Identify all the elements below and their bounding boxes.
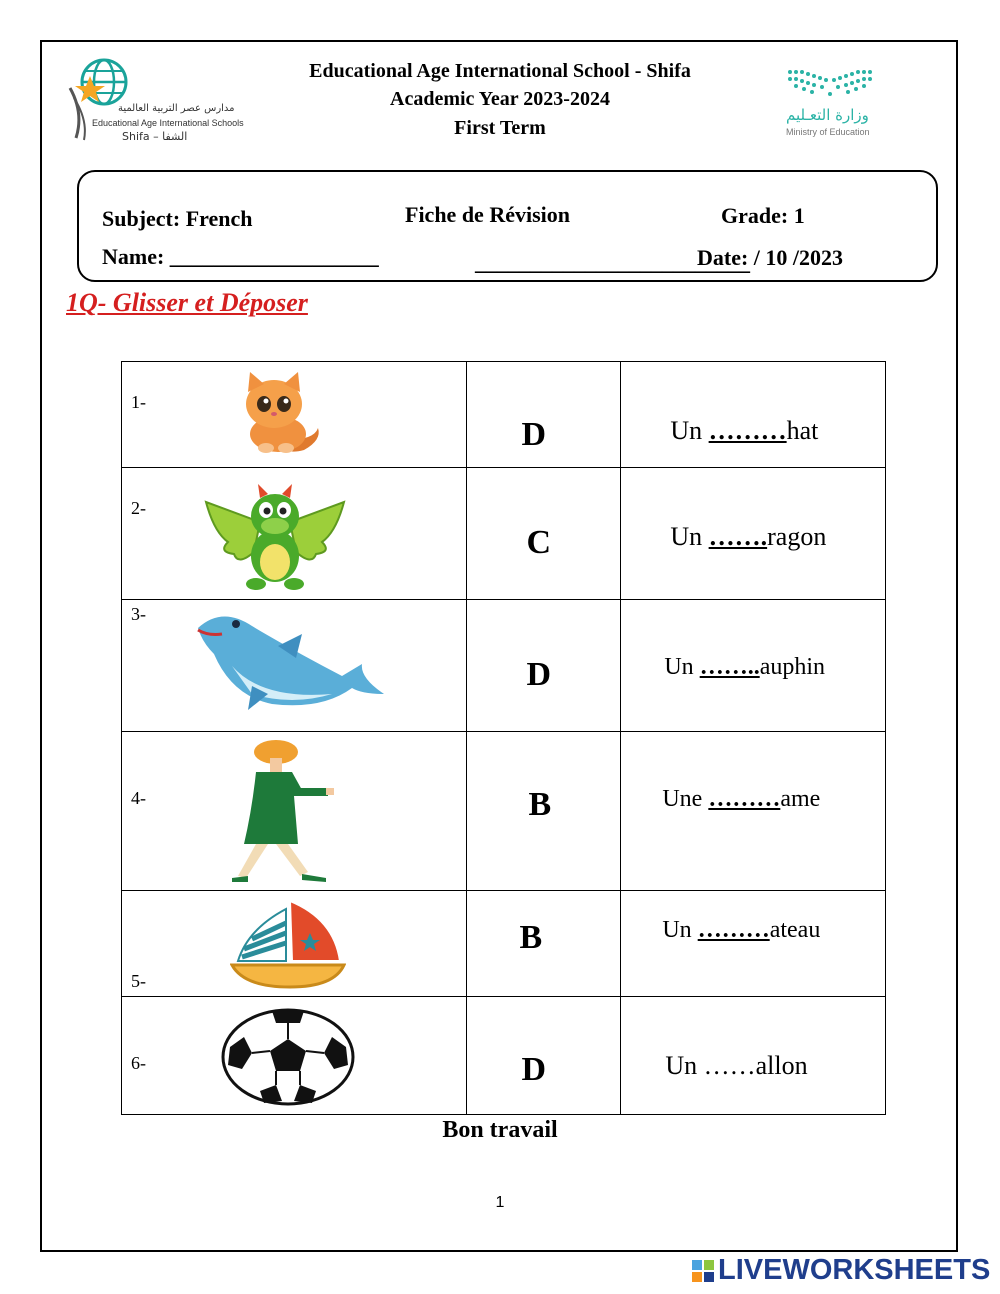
word-prefix: Un — [670, 416, 709, 445]
watermark-text: LIVEWORKSHEETS — [718, 1254, 991, 1286]
answer-letter[interactable]: B — [519, 919, 543, 956]
answer-cell[interactable] — [466, 468, 621, 600]
page-number: 1 — [495, 1194, 505, 1211]
word-prefix: Un — [670, 522, 709, 551]
word-cell — [621, 891, 886, 997]
table-row — [122, 362, 886, 468]
soccer-ball-icon — [220, 1007, 356, 1112]
grade-label: Grade: 1 — [721, 203, 805, 228]
word-suffix: hat — [786, 416, 819, 445]
word-prefix: Un — [665, 1051, 704, 1080]
word-prefix: Une — [662, 786, 709, 812]
school-logo-english: Educational Age International Schools — [92, 118, 244, 128]
term: First Term — [454, 117, 546, 139]
row-number: 1- — [131, 392, 146, 412]
blank-dots[interactable]: …… — [703, 1051, 756, 1080]
word-suffix: auphin — [759, 654, 826, 680]
word-cell — [621, 732, 886, 891]
picture-cell — [122, 891, 467, 997]
row-number: 4- — [131, 788, 146, 808]
row-number: 5- — [131, 971, 146, 991]
row-number: 3- — [131, 604, 146, 624]
footer-text: Bon travail — [442, 1117, 558, 1143]
row-number: 2- — [131, 498, 146, 518]
answer-letter[interactable]: C — [526, 524, 552, 561]
name-field[interactable]: Name: ___________________ — [102, 244, 379, 269]
liveworksheets-logo-icon — [692, 1260, 714, 1282]
word-suffix: allon — [755, 1051, 808, 1080]
academic-year: Academic Year 2023-2024 — [390, 88, 610, 110]
row-number: 6- — [131, 1053, 146, 1073]
answer-cell[interactable] — [466, 891, 621, 997]
picture-cell — [122, 468, 467, 600]
word-cell — [621, 362, 886, 468]
table-row — [122, 891, 886, 997]
word-text — [662, 917, 820, 944]
word-text — [665, 1051, 807, 1081]
date-label: Date: / 10 /2023 — [697, 245, 844, 270]
blank-dots[interactable]: ……… — [708, 786, 781, 812]
word-cell — [621, 997, 886, 1115]
table-row — [122, 732, 886, 891]
word-suffix: ragon — [767, 522, 827, 551]
name-line: _________________________ — [475, 250, 750, 275]
answer-cell[interactable] — [466, 362, 621, 468]
blank-dots[interactable]: ……… — [708, 416, 787, 445]
school-logo-location: Shifa – الشفا — [122, 130, 188, 143]
word-cell — [621, 600, 886, 732]
blank-dots[interactable]: …….. — [699, 654, 760, 680]
dragon-icon — [204, 482, 346, 597]
answer-cell[interactable] — [466, 600, 621, 732]
ministry-logo-arabic: وزارة التعـليم — [786, 106, 869, 124]
liveworksheets-watermark — [692, 1254, 990, 1287]
word-cell — [621, 468, 886, 600]
table-row — [122, 997, 886, 1115]
exercise-table — [121, 361, 886, 1115]
word-text — [664, 654, 825, 681]
table-row — [122, 468, 886, 600]
sailboat-icon — [230, 899, 346, 994]
answer-letter[interactable]: D — [526, 656, 552, 693]
answer-cell[interactable] — [466, 997, 621, 1115]
school-logo-arabic: مدارس عصر التربية العالمية — [118, 103, 235, 114]
word-prefix: Un — [664, 654, 700, 680]
blank-dots[interactable]: ……. — [708, 522, 768, 551]
word-text — [670, 522, 826, 552]
answer-letter[interactable]: B — [528, 786, 552, 823]
question-title: 1Q- Glisser et Déposer — [66, 288, 308, 317]
school-name: Educational Age International School - Shifa — [309, 60, 691, 82]
subject-label: Subject: French — [102, 206, 253, 231]
picture-cell — [122, 997, 467, 1115]
word-prefix: Un — [662, 917, 698, 943]
word-text — [670, 416, 818, 446]
word-text — [662, 786, 820, 813]
answer-letter[interactable]: D — [521, 416, 547, 453]
dolphin-icon — [192, 606, 388, 719]
word-suffix: ame — [780, 786, 821, 812]
worksheet-title: Fiche de Révision — [405, 202, 570, 227]
woman-icon — [230, 740, 340, 891]
answer-cell[interactable] — [466, 732, 621, 891]
picture-cell — [122, 600, 467, 732]
cat-icon — [234, 370, 324, 461]
word-suffix: ateau — [769, 917, 821, 943]
ministry-logo-english: Ministry of Education — [786, 127, 870, 137]
table-row — [122, 600, 886, 732]
picture-cell — [122, 362, 467, 468]
picture-cell — [122, 732, 467, 891]
blank-dots[interactable]: ……… — [697, 917, 770, 943]
answer-letter[interactable]: D — [521, 1051, 547, 1088]
